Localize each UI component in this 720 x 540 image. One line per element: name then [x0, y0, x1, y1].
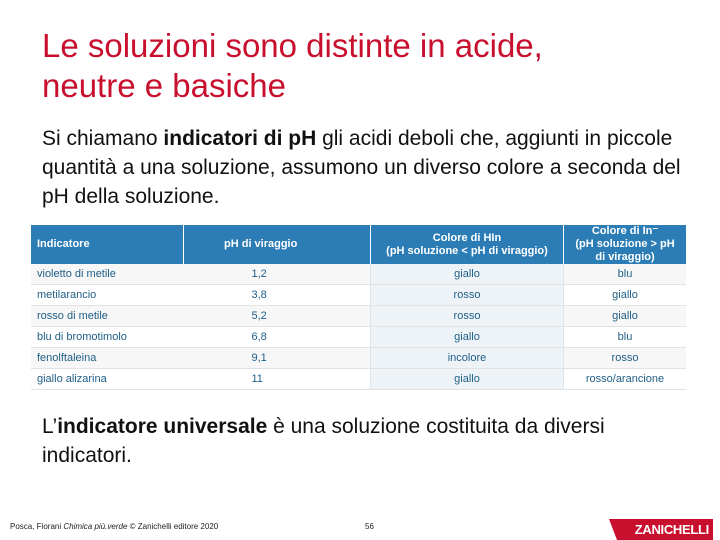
cell-color-hin: giallo [371, 264, 564, 285]
slide-title [42, 26, 702, 106]
cell-color-in: giallo [564, 285, 687, 306]
indicators-table-container [31, 225, 686, 385]
cell-ph: 11 [184, 369, 371, 390]
header-color-hin-line1: Colore di HIn [432, 231, 502, 244]
cell-ph: 3,8 [184, 285, 371, 306]
header-color-in-line1: Colore di In⁻ [591, 225, 659, 237]
cell-indicator: metilarancio [31, 285, 184, 306]
cell-ph: 5,2 [184, 306, 371, 327]
intro-paragraph [42, 124, 682, 211]
page-number: 56 [365, 522, 374, 531]
slide-title-line1: Le soluzioni sono distinte in acide, [42, 27, 543, 64]
header-ph-transition: pH di viraggio [184, 225, 371, 264]
cell-indicator: giallo alizarina [31, 369, 184, 390]
cell-ph: 1,2 [184, 264, 371, 285]
intro-text-pre: Si chiamano [42, 127, 164, 150]
cell-color-hin: incolore [371, 348, 564, 369]
table-row [31, 348, 686, 369]
universal-text-pre: L’ [42, 415, 58, 438]
header-color-hin [371, 225, 564, 264]
header-color-hin-line2: (pH soluzione < pH di viraggio) [386, 244, 548, 257]
cell-ph: 6,8 [184, 327, 371, 348]
publisher-logo: ZANICHELLI [617, 519, 713, 540]
cell-color-in: blu [564, 327, 687, 348]
cell-color-in: rosso/arancione [564, 369, 687, 390]
cell-color-hin: rosso [371, 306, 564, 327]
footer-credit-post: © Zanichelli editore 2020 [127, 522, 219, 531]
cell-color-hin: rosso [371, 285, 564, 306]
slide-title-line2: neutre e basiche [42, 67, 287, 104]
table-header-row [31, 225, 686, 264]
cell-indicator: rosso di metile [31, 306, 184, 327]
universal-text-post: è una soluzione costituita da diversi indicatori. [42, 415, 605, 467]
cell-color-in: blu [564, 264, 687, 285]
footer-credit-pre: Posca, Fiorani [10, 522, 64, 531]
cell-color-hin: giallo [371, 369, 564, 390]
table-row [31, 306, 686, 327]
header-color-in-line2: (pH soluzione > pH di viraggio) [575, 238, 675, 263]
header-color-in [564, 225, 687, 264]
intro-text-bold: indicatori di pH [163, 127, 317, 150]
cell-ph: 9,1 [184, 348, 371, 369]
universal-text-bold: indicatore universale [57, 415, 268, 438]
table-row [31, 369, 686, 390]
indicators-table [31, 225, 686, 390]
header-indicator: Indicatore [31, 225, 184, 264]
table-row [31, 264, 686, 285]
cell-color-hin: giallo [371, 327, 564, 348]
cell-color-in: rosso [564, 348, 687, 369]
universal-indicator-paragraph [42, 412, 682, 470]
cell-indicator: blu di bromotimolo [31, 327, 184, 348]
footer-credit [10, 522, 218, 531]
cell-indicator: fenolftaleina [31, 348, 184, 369]
intro-text-post: gli acidi deboli che, aggiunti in piccole quantità a una soluzione, assumono un diverso colore a seconda del pH della soluzione. [42, 127, 681, 208]
footer-credit-book-title: Chimica più.verde [63, 522, 128, 531]
table-row [31, 327, 686, 348]
cell-indicator: violetto di metile [31, 264, 184, 285]
cell-color-in: giallo [564, 306, 687, 327]
table-row [31, 285, 686, 306]
